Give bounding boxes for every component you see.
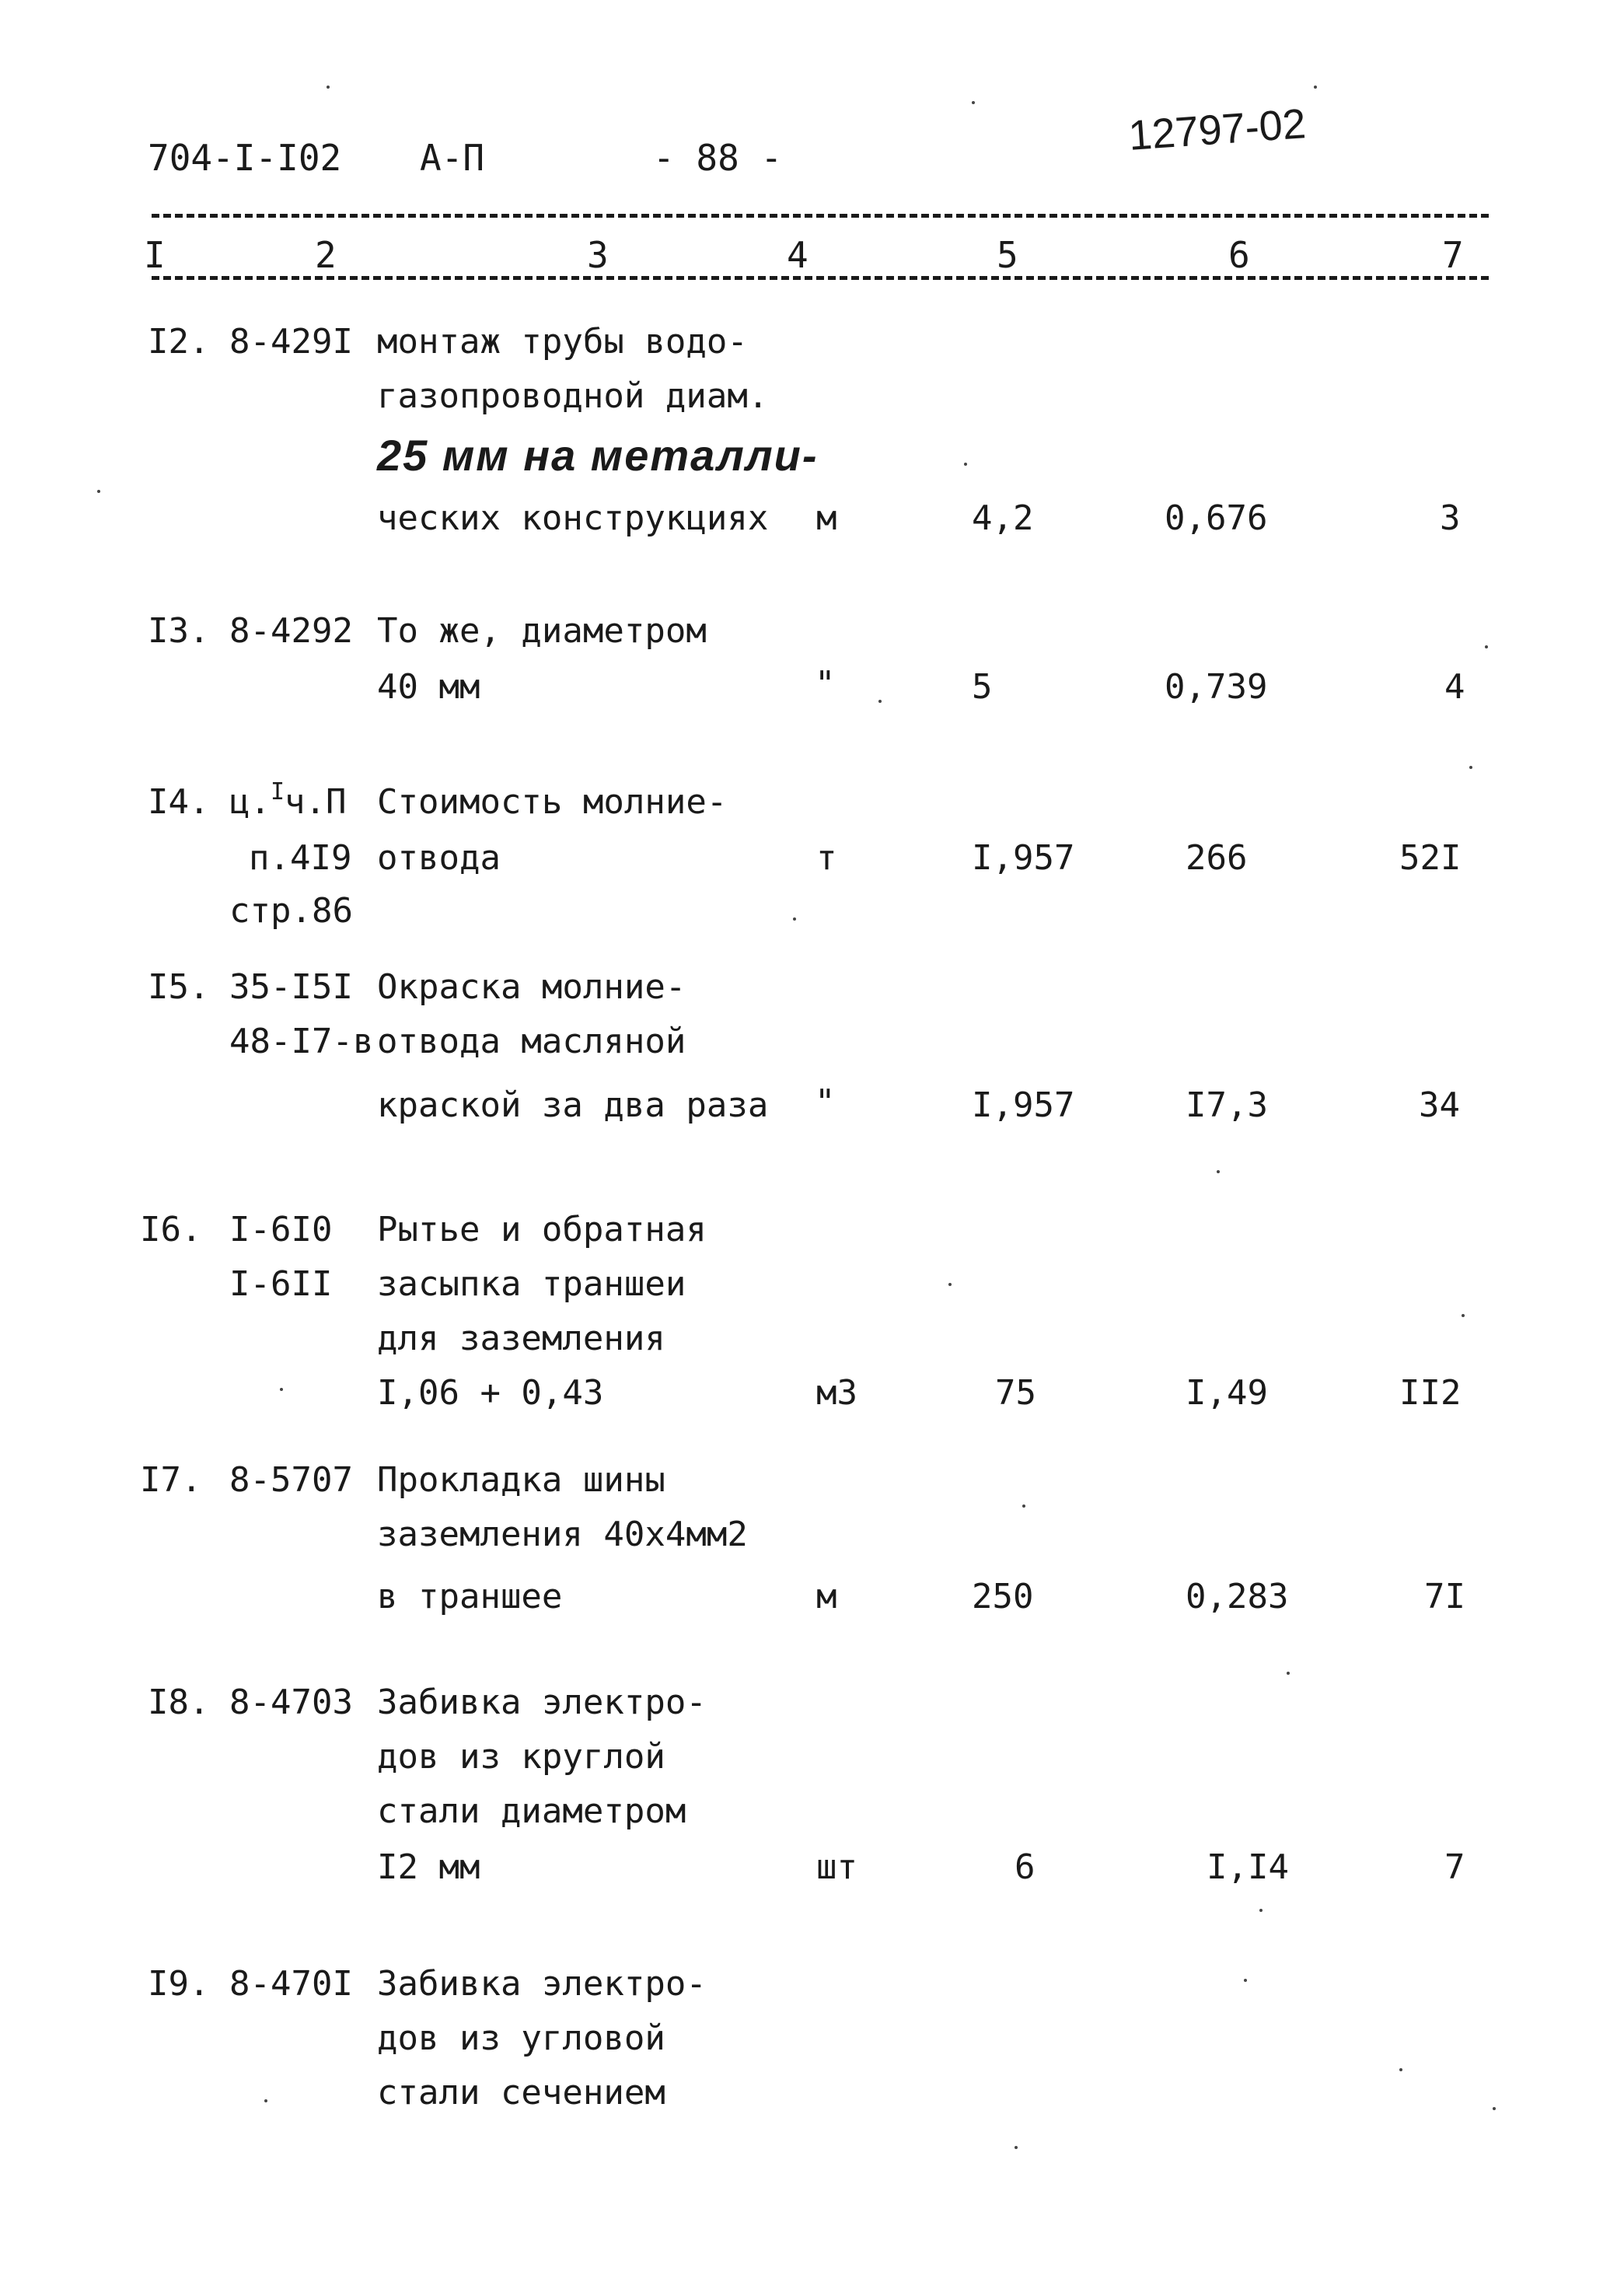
work-description: заземления 40х4мм2 (377, 1515, 748, 1554)
total-cost: 4 (1444, 667, 1465, 707)
work-description: отвода (377, 838, 501, 878)
work-description: для заземления (377, 1319, 665, 1358)
row-number: I2. (148, 322, 210, 362)
scan-speck (1485, 645, 1488, 648)
scan-speck (878, 700, 882, 703)
work-description: монтаж трубы водо- (377, 322, 748, 362)
quantity: 4,2 (972, 498, 1034, 538)
work-description: засыпка траншеи (377, 1264, 686, 1304)
work-description: ческих конструкциях (377, 498, 769, 538)
unit-price: I,49 (1186, 1373, 1268, 1413)
scan-speck (327, 86, 330, 89)
work-description: краской за два раза (377, 1085, 769, 1125)
work-description: I,06 + 0,43 (377, 1373, 604, 1413)
rate-code: I-6I0 (229, 1210, 333, 1249)
quantity: 5 (972, 667, 993, 707)
work-description: Забивка электро- (377, 1683, 707, 1722)
rate-code: 48-I7-в (229, 1022, 374, 1061)
work-description: I2 мм (377, 1847, 480, 1887)
column-number-7: 7 (1442, 234, 1464, 276)
scan-speck (793, 917, 796, 921)
row-number: I7. (140, 1460, 202, 1500)
row-number: I8. (148, 1683, 210, 1722)
scan-speck (1462, 1314, 1465, 1317)
doc-part: А-П (420, 137, 485, 179)
total-cost: 7 (1444, 1847, 1465, 1887)
scan-speck (1217, 1170, 1220, 1173)
page-number: - 88 - (653, 137, 783, 179)
scan-speck (1244, 1979, 1247, 1982)
unit: м (816, 1577, 837, 1616)
row-number: I5. (148, 967, 210, 1007)
rate-code: п.4I9 (249, 838, 352, 878)
unit-price: 266 (1186, 838, 1248, 878)
work-description: дов из угловой (377, 2018, 665, 2058)
total-cost: 7I (1424, 1577, 1465, 1616)
work-description: дов из круглой (377, 1737, 665, 1777)
unit-price: 0,283 (1186, 1577, 1289, 1616)
unit: м3 (816, 1373, 857, 1413)
row-number: I9. (148, 1964, 210, 2004)
scan-speck (1022, 1504, 1025, 1508)
scan-speck (1493, 2107, 1496, 2110)
work-description: Прокладка шины (377, 1460, 665, 1500)
scan-speck (1287, 1672, 1290, 1675)
unit-price: I,I4 (1207, 1847, 1289, 1887)
rate-code: ц.$^I$ч.П (229, 778, 347, 822)
scan-speck (280, 1388, 283, 1391)
rate-code: 8-429I (229, 322, 353, 362)
total-cost: 3 (1440, 498, 1461, 538)
unit: м (816, 498, 837, 538)
row-number: I6. (140, 1210, 202, 1249)
unit-price: 0,739 (1165, 667, 1268, 707)
unit-price: 0,676 (1165, 498, 1268, 538)
column-number-6: 6 (1228, 234, 1250, 276)
work-description: Окраска молние- (377, 967, 686, 1007)
rate-code: 8-4292 (229, 611, 353, 651)
unit: т (816, 838, 837, 878)
work-description: газопроводной диам. (377, 376, 769, 416)
unit: шт (816, 1847, 857, 1887)
work-description: Рытье и обратная (377, 1210, 707, 1249)
work-description: стали сечением (377, 2073, 665, 2113)
scan-speck (97, 490, 100, 493)
row-number: I3. (148, 611, 210, 651)
work-description: Забивка электро- (377, 1964, 707, 2004)
scan-speck (1399, 2068, 1402, 2071)
work-description: стали диаметром (377, 1791, 686, 1831)
unit: " (815, 1082, 836, 1122)
quantity: 250 (972, 1577, 1034, 1616)
rate-code: стр.86 (229, 891, 353, 931)
scan-speck (1469, 766, 1472, 769)
scan-speck (1314, 86, 1317, 89)
column-number-4: 4 (787, 234, 808, 276)
quantity: 75 (995, 1373, 1036, 1413)
scan-speck (1015, 2146, 1018, 2149)
total-cost: 34 (1419, 1085, 1460, 1125)
total-cost: II2 (1399, 1373, 1462, 1413)
scan-speck (964, 463, 967, 466)
rate-code: 8-4703 (229, 1683, 353, 1722)
scan-speck (948, 1283, 952, 1286)
work-description: отвода масляной (377, 1022, 686, 1061)
column-number-1: I (144, 234, 166, 276)
quantity: I,957 (972, 838, 1075, 878)
rate-code: 8-5707 (229, 1460, 353, 1500)
work-description: 25 мм на металли- (377, 431, 819, 480)
row-number: I4. (148, 782, 210, 822)
header-rule-top (152, 214, 1489, 218)
column-number-3: 3 (587, 234, 609, 276)
work-description: То же, диаметром (377, 611, 707, 651)
work-description: Стоимость молние- (377, 782, 728, 822)
scan-speck (264, 2099, 267, 2102)
quantity: I,957 (972, 1085, 1075, 1125)
rate-code: 8-470I (229, 1964, 353, 2004)
column-number-2: 2 (315, 234, 337, 276)
scan-speck (1259, 1909, 1263, 1912)
rate-code: I-6II (229, 1264, 333, 1304)
doc-code: 704-I-I02 (148, 137, 342, 179)
work-description: 40 мм (377, 667, 480, 707)
scan-speck (972, 101, 975, 104)
unit: " (815, 664, 836, 704)
quantity: 6 (1015, 1847, 1036, 1887)
header-rule-bottom (152, 276, 1489, 280)
unit-price: I7,3 (1186, 1085, 1268, 1125)
total-cost: 52I (1399, 838, 1462, 878)
column-number-5: 5 (997, 234, 1018, 276)
archive-stamp: 12797-02 (1126, 100, 1308, 159)
work-description: в траншее (377, 1577, 563, 1616)
rate-code: 35-I5I (229, 967, 353, 1007)
